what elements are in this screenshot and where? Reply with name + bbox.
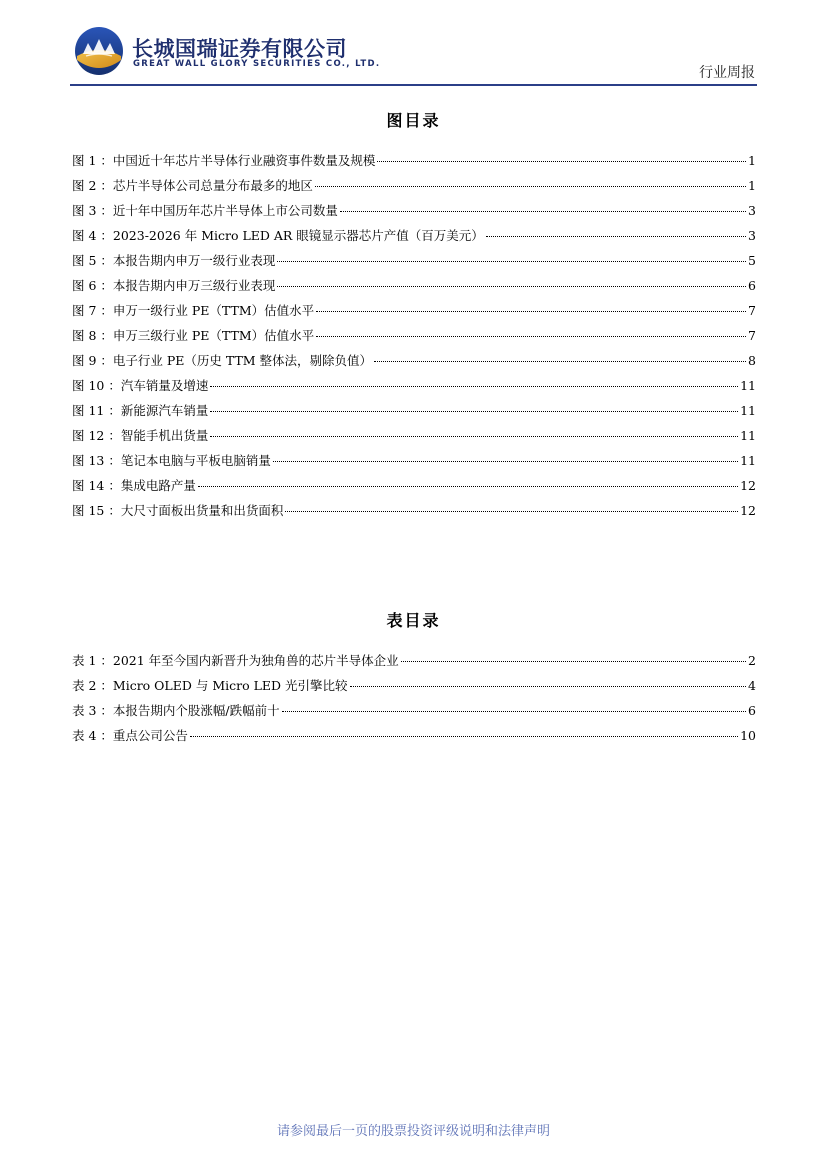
toc-entry-label: 图 14 ：集成电路产量 [72,478,196,493]
toc-dot-leader [277,261,746,262]
toc-page-number: 11 [740,428,756,443]
toc-entry-label: 图 4 ：2023-2026 年 Micro LED AR 眼镜显示器芯片产值（百万美元） [72,228,484,243]
figure-toc-entry[interactable] [72,501,756,526]
figure-list-title: 图目录 [386,111,441,130]
toc-dot-leader [198,486,738,487]
toc-dot-leader [377,161,746,162]
toc-entry-label: 图 2 ：芯片半导体公司总量分布最多的地区 [72,178,313,193]
toc-entry-label: 表 2 ：Micro OLED 与 Micro LED 光引擎比较 [72,678,348,693]
toc-dot-leader [273,461,738,462]
toc-page-number: 11 [740,378,756,393]
toc-page-number: 10 [740,728,756,743]
header-divider [70,84,757,86]
toc-entry-label: 图 10 ：汽车销量及增速 [72,378,209,393]
figure-toc-entry[interactable] [72,376,756,401]
toc-page-number: 1 [748,153,756,168]
toc-page-number: 8 [748,353,756,368]
toc-page-number: 4 [748,678,756,693]
table-toc-entry[interactable] [72,701,756,726]
toc-dot-leader [350,686,747,687]
toc-page-number: 11 [740,453,756,468]
toc-dot-leader [316,311,746,312]
toc-dot-leader [282,711,746,712]
toc-entry-label: 表 4 ：重点公司公告 [72,728,188,743]
figure-toc-entry[interactable] [72,426,756,451]
toc-page-number: 1 [748,178,756,193]
toc-page-number: 2 [748,653,756,668]
toc-entry-label: 图 1 ：中国近十年芯片半导体行业融资事件数量及规模 [72,153,376,168]
table-toc-entry[interactable] [72,726,756,751]
toc-entry-label: 图 7 ：申万一级行业 PE（TTM）估值水平 [72,303,315,318]
table-list-title: 表目录 [386,611,441,630]
figure-toc-entry[interactable] [72,201,756,226]
figure-toc-entry[interactable] [72,351,756,376]
toc-entry-label: 表 3 ：本报告期内个股涨幅/跌幅前十 [72,703,280,718]
toc-dot-leader [486,236,746,237]
toc-entry-label: 图 11 ：新能源汽车销量 [72,403,209,418]
company-logo-icon [74,26,124,76]
toc-page-number: 3 [748,203,756,218]
figure-toc-entry[interactable] [72,326,756,351]
footer-disclaimer[interactable]: 请参阅最后一页的股票投资评级说明和法律声明 [276,1124,550,1139]
toc-dot-leader [210,411,738,412]
toc-entry-label: 图 9 ：电子行业 PE（历史 TTM 整体法，剔除负值） [72,353,373,368]
toc-dot-leader [190,736,738,737]
toc-page-number: 6 [748,278,756,293]
figure-toc-entry[interactable] [72,451,756,476]
toc-dot-leader [210,386,738,387]
toc-entry-label: 图 3 ：近十年中国历年芯片半导体上市公司数量 [72,203,338,218]
toc-page-number: 6 [748,703,756,718]
toc-entry-label: 表 1 ：2021 年至今国内新晋升为独角兽的芯片半导体企业 [72,653,399,668]
toc-page-number: 7 [748,328,756,343]
toc-page-number: 12 [740,503,756,518]
figure-toc-entry[interactable] [72,301,756,326]
toc-dot-leader [285,511,738,512]
figure-toc-entry[interactable] [72,276,756,301]
toc-entry-label: 图 5 ：本报告期内申万一级行业表现 [72,253,276,268]
toc-dot-leader [210,436,738,437]
figure-toc-entry[interactable] [72,251,756,276]
figure-toc-entry[interactable] [72,226,756,251]
figure-toc-entry[interactable] [72,151,756,176]
toc-page-number: 7 [748,303,756,318]
toc-page-number: 5 [748,253,756,268]
toc-dot-leader [340,211,746,212]
toc-dot-leader [401,661,746,662]
figure-toc-entry[interactable] [72,401,756,426]
table-list [72,651,756,751]
figure-toc-entry[interactable] [72,476,756,501]
toc-dot-leader [374,361,746,362]
figure-list [72,151,756,526]
page-header [0,0,827,90]
toc-page-number: 3 [748,228,756,243]
toc-entry-label: 图 8 ：申万三级行业 PE（TTM）估值水平 [72,328,315,343]
report-type: 行业周报 [699,65,755,81]
table-toc-entry[interactable] [72,651,756,676]
company-name-cn: 长城国瑞证券有限公司 [132,37,347,61]
toc-dot-leader [277,286,746,287]
toc-dot-leader [315,186,746,187]
toc-entry-label: 图 6 ：本报告期内申万三级行业表现 [72,278,276,293]
toc-page-number: 11 [740,403,756,418]
company-name-en: GREAT WALL GLORY SECURITIES CO., LTD. [133,59,381,69]
toc-entry-label: 图 12 ：智能手机出货量 [72,428,209,443]
table-toc-entry[interactable] [72,676,756,701]
toc-entry-label: 图 15 ：大尺寸面板出货量和出货面积 [72,503,284,518]
toc-page-number: 12 [740,478,756,493]
figure-toc-entry[interactable] [72,176,756,201]
toc-dot-leader [316,336,746,337]
toc-entry-label: 图 13 ：笔记本电脑与平板电脑销量 [72,453,271,468]
